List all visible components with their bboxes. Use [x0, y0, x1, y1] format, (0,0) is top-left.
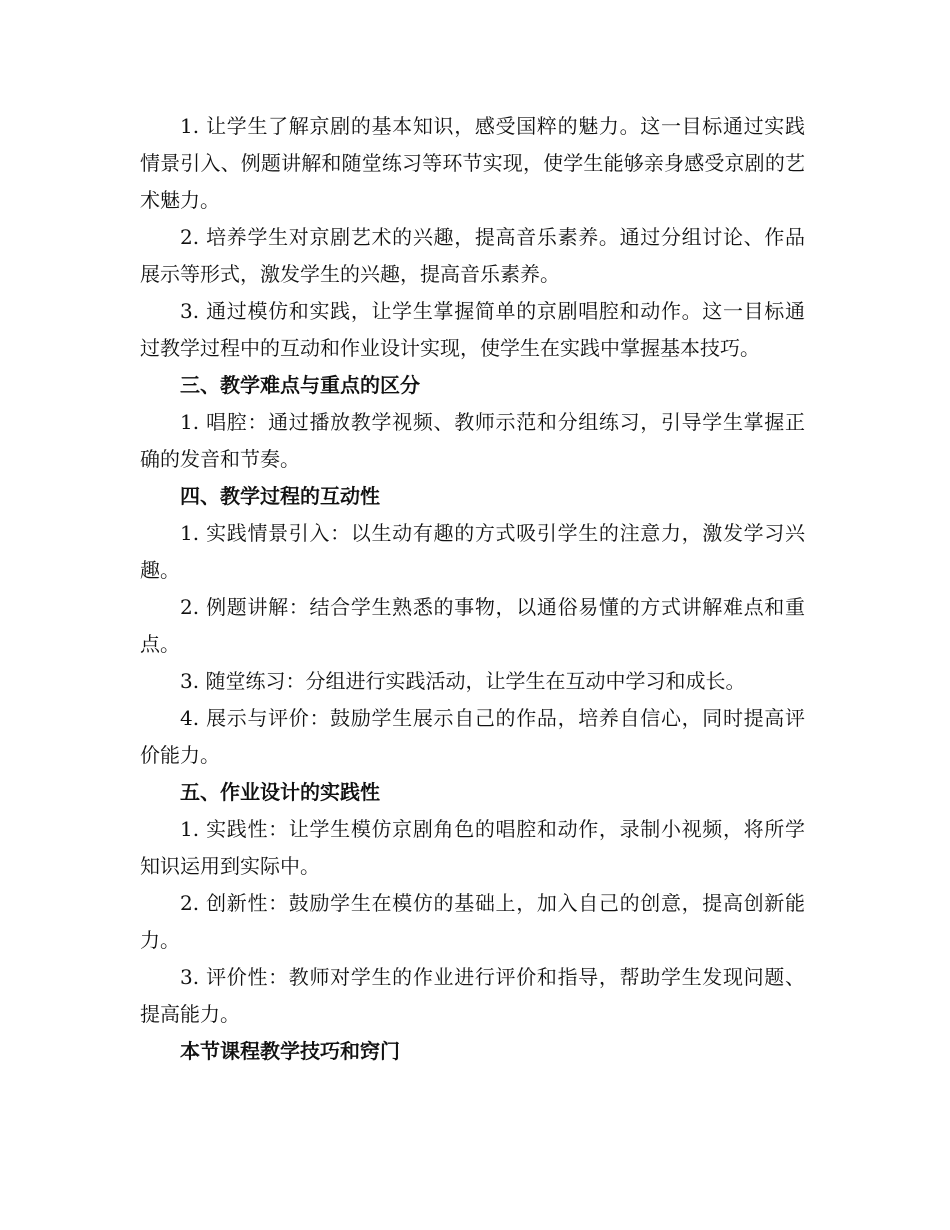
section-heading-tips: 本节课程教学技巧和窍门	[180, 1039, 400, 1063]
homework-3-paragraph: 3. 评价性：教师对学生的作业进行评价和指导，帮助学生发现问题、提高能力。	[140, 965, 805, 1026]
document-body	[140, 108, 805, 1070]
singing-paragraph: 1. 唱腔：通过播放教学视频、教师示范和分组练习，引导学生掌握正确的发音和节奏。	[140, 410, 805, 471]
section-heading-homework: 五、作业设计的实践性	[180, 780, 380, 804]
interaction-1-paragraph: 1. 实践情景引入：以生动有趣的方式吸引学生的注意力，激发学习兴趣。	[140, 521, 805, 582]
homework-2-paragraph: 2. 创新性：鼓励学生在模仿的基础上，加入自己的创意，提高创新能力。	[140, 891, 805, 952]
objective-3-paragraph: 3. 通过模仿和实践，让学生掌握简单的京剧唱腔和动作。这一目标通过教学过程中的互动和作业设计实现，使学生在实践中掌握基本技巧。	[140, 299, 805, 360]
section-heading-difficulty: 三、教学难点与重点的区分	[180, 373, 420, 397]
objective-2-paragraph: 2. 培养学生对京剧艺术的兴趣，提高音乐素养。通过分组讨论、作品展示等形式，激发学生的兴趣，提高音乐素养。	[140, 225, 805, 286]
interaction-4-paragraph: 4. 展示与评价：鼓励学生展示自己的作品，培养自信心，同时提高评价能力。	[140, 706, 805, 767]
interaction-2-paragraph: 2. 例题讲解：结合学生熟悉的事物，以通俗易懂的方式讲解难点和重点。	[140, 595, 805, 656]
section-heading-interaction: 四、教学过程的互动性	[180, 484, 380, 508]
interaction-3-paragraph: 3. 随堂练习：分组进行实践活动，让学生在互动中学习和成长。	[180, 669, 746, 693]
homework-1-paragraph: 1. 实践性：让学生模仿京剧角色的唱腔和动作，录制小视频，将所学知识运用到实际中。	[140, 817, 805, 878]
objective-1-paragraph: 1. 让学生了解京剧的基本知识，感受国粹的魅力。这一目标通过实践情景引入、例题讲解和随堂练习等环节实现，使学生能够亲身感受京剧的艺术魅力。	[140, 114, 805, 212]
